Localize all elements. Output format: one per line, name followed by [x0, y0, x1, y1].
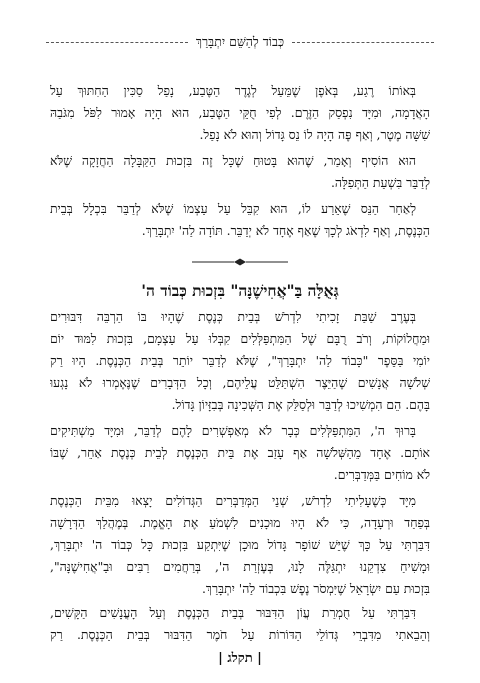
main-paragraph-4 [50, 602, 430, 646]
text-line: בָּרוּךְ ה', הַמִּתְפַּלְּלִים כְּבָר לֹא מְאַפְשְׁרִים לָהֶם לְדַבֵּר, וּמִיָּד מַשְׁתִּיקִים [50, 423, 416, 438]
section-heading: גְּאֻלָּה בַּ"אֲחִישֶׁנָּה" בִּזְכוּת כְּבוֹד ה' [141, 281, 339, 300]
text-line: לְדַבֵּר בִּשְׁעַת הַתְּפִלָּה. [330, 175, 430, 190]
text-line: וּמַחֲלוֹקוֹת, וְרֹב רֻבָּם שֶׁל הַמִּתְפַּלְּלִים קִבְּלוּ עַל עַצְמָם, בִּזְכוּת לִמּוּד יוֹם [50, 331, 430, 346]
text-line: יוֹמִי בַּסֵּפֶר "כָּבוֹד לַה' יִתְבָּרַךְ", שֶׁלֹּא לְדַבֵּר יוֹתֵר בְּבֵית הַכְּנֶסֶת. הָיוּ רַק [50, 353, 430, 368]
text-line: בְּאוֹתוֹ רֶגַע, בְּאֹפֶן שֶׁמֵּעַל לְגֶדֶר הַטֶּבַע, נָפַל סַכִּין הַחִתּוּךְ עַל [50, 83, 416, 98]
main-paragraph-2 [50, 420, 430, 486]
text-line: הוּא הוֹסִיף וְאָמַר, שֶׁהוּא בָּטוּחַ שֶׁכָּל זֶה בִּזְכוּת הַקַּבָּלָה הַחֲזָקָה שֶׁלֹּא [50, 153, 416, 168]
text-line: לְאַחַר הַנֵּס שֶׁאֵרַע לוֹ, הוּא קִבֵּל עַל עַצְמוֹ שֶׁלֹּא לְדַבֵּר בִּכְלָל בְּבֵית [50, 201, 416, 216]
main-paragraph-3 [50, 490, 430, 600]
text-line: וְהֵבֵאתִי מִדִּבְרֵי גְּדוֹלֵי הַדּוֹרוֹת עַל חֹמֶר הַדִּבּוּר בְּבֵית הַכְּנֶסֶת. רַק [50, 627, 430, 642]
header-title: כְּבוֹד לְהַשֵּׁם יִתְבָּרַךְ [195, 34, 285, 49]
text-line: לֹא מוֹחִים בַּמְּדַבְּרִים. [333, 467, 430, 482]
header-rule-right [292, 42, 434, 43]
text-line: בְּפַחַד וּרְעָדָה, כִּי לֹא הָיוּ מוּכָנִים לִשְׁמֹעַ אֶת הָאֱמֶת. בְּמֶהֲלַךְ הַדְּרָשָׁה [50, 515, 430, 530]
page-number: | תקלג | [218, 651, 262, 666]
text-line: דִּבַּרְתִּי עַל חֻמְרַת עֲוֹן הַדִּבּוּר בְּבֵית הַכְּנֶסֶת וְעַל הָעֳנָשִׁים הַקָּשִׁים, [50, 605, 416, 620]
text-line: שִׁשָּׁה מֶטֶר, וְאַף פֶּה הָיָה לוֹ נֵס גָּדוֹל וְהוּא לֹא נָפַל. [199, 127, 430, 142]
text-line: שְׁלֹשָׁה אֲנָשִׁים שֶׁהַיֵּצֶר הִשְׁתַּלֵּט עֲלֵיהֶם, וְכָל הַדְּבָרִים שֶׁנֶּאֶמְרוּ לֹא נָגְעוּ [50, 375, 430, 390]
running-header [46, 32, 434, 52]
main-paragraph-1 [50, 306, 430, 416]
header-rule-left [46, 42, 188, 43]
section-divider-ornament [190, 258, 290, 266]
text-line: הָאֲדָמָה, וּמִיָּד נִפְסַק הַזֶּרֶם. לְפִי חֻקֵּי הַטֶּבַע, הוּא הָיָה אָמוּר לִפֹּל מִגֹּבַהּ [50, 105, 430, 120]
text-line: דִּבַּרְתִּי עַל כָּךְ שֶׁיֵּשׁ שׁוֹפָר גָּדוֹל מוּכָן שֶׁיִּתְקַע בִּזְכוּת כָּל כְּבוֹד ה' יִתְבָּרַךְ, [50, 537, 430, 552]
text-line: בְּעֶרֶב שַׁבַּת זָכִיתִי לִדְרֹשׁ בְּבֵית כְּנֶסֶת שֶׁהָיוּ בּוֹ הַרְבֵּה דִּבּוּרִים [50, 309, 416, 324]
top-paragraph-2 [50, 150, 430, 194]
text-line: הַכְּנֶסֶת, וְאַף לִדְאֹג לְכָךְ שֶׁאַף אֶחָד לֹא יְדַבֵּר. תּוֹדָה לַה' יִתְבָּרַךְ. [141, 223, 430, 238]
top-paragraph-1 [50, 80, 430, 146]
text-line: אוֹתָם. אֶחָד מֵהַשְּׁלֹשָׁה אַף עָזַב אֶת בֵּית הַכְּנֶסֶת לְבֵית כְּנֶסֶת אַחֵר, שֶׁבּוֹ [50, 445, 430, 460]
top-paragraph-3 [50, 198, 430, 242]
text-line: בָּהֶם. הֵם הִמְשִׁיכוּ לְדַבֵּר וּלְסַלֵּק אֶת הַשְּׁכִינָה בְּבִזָּיוֹן גָּדוֹל. [171, 397, 430, 412]
text-line: בִּזְכוּת עַם יִשְׂרָאֵל שֶׁיִּמְסֹר נֶפֶשׁ בִּכְבוֹד לַה' יִתְבָּרַךְ. [201, 581, 430, 596]
text-line: מִיָּד כְּשֶׁעָלִיתִי לִדְרֹשׁ, שְׁנֵי הַמְּדַבְּרִים הַגְּדוֹלִים יָצְאוּ מִבֵּית הַכְּנֶסֶת [50, 493, 416, 508]
text-line: וּמָשִׁיחַ צִדְקֵנוּ יִתְגַּלֶּה לָנוּ, בְּעֶזְרַת ה', בְּרַחֲמִים רַבִּים וּבַ"אֲחִישֶׁנָּה", [50, 559, 430, 574]
